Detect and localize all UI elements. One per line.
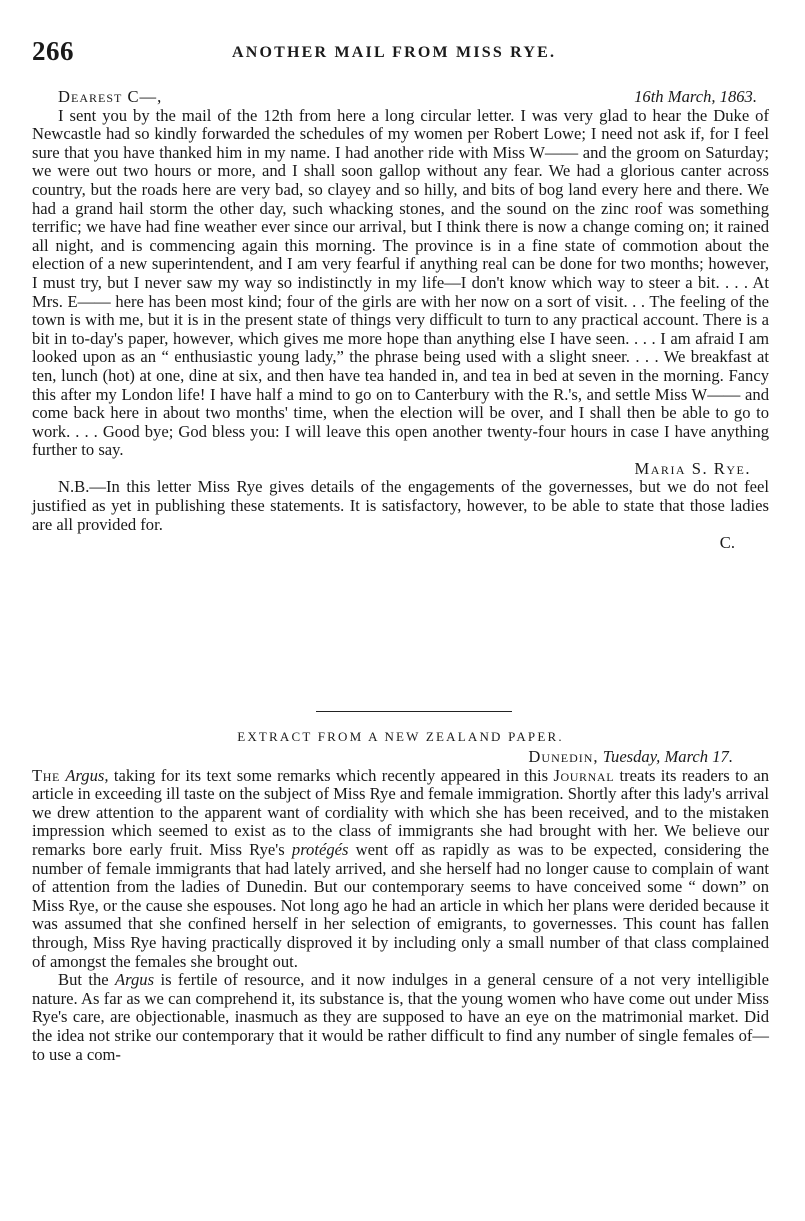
letter-signature: Maria S. Rye. bbox=[634, 458, 751, 478]
running-title: ANOTHER MAIL FROM MISS RYE. bbox=[232, 44, 557, 61]
letter-signature-line bbox=[32, 460, 769, 479]
extract-text-a: taking for its text some remarks which recently appeared in this bbox=[113, 765, 549, 785]
extract-p2-lead: But the bbox=[58, 970, 109, 990]
extract-paragraph-1 bbox=[32, 767, 769, 972]
newspaper-name-2: Argus bbox=[115, 970, 155, 990]
extract-p2-text: is fertile of resource, and it now indulges in a general censure of a not very intelligible nature. As far as we can comprehend it, its substance is, that the young women who have come out under Miss Rye's care, are objectionable, inasmuch as they are supposed to have an eye on the matrimonial market. Did the idea not strike our contemporary that it would be rather difficult to find any number of single females of—to use a com- bbox=[32, 970, 769, 1064]
extract-place: Dunedin, bbox=[528, 747, 599, 766]
editor-initial: C. bbox=[719, 533, 735, 553]
extract-text-b: treats its readers to an article in exceeding ill taste on the subject of Miss Rye and female immigration. Shortly after this lady's arrival we drew attention to the apparent want of cordiality with which she has been received, and to the mistaken impression which seemed to exist as to the class of immigrants she had brought with her. We believe our remarks bore early fruit. Miss Rye's bbox=[32, 765, 770, 859]
extract-lead-word: The bbox=[32, 765, 60, 785]
extract-day: Tuesday, March 17. bbox=[602, 747, 733, 766]
extract-paragraph-2 bbox=[32, 971, 769, 1064]
page-number: 266 bbox=[32, 36, 74, 66]
extract-dateline bbox=[32, 748, 769, 767]
letter-salutation: Dearest C—, bbox=[58, 87, 163, 106]
journal-name: Journal bbox=[553, 765, 615, 785]
section-divider bbox=[316, 711, 512, 712]
letter-heading bbox=[32, 88, 769, 107]
proteges-word: protégés bbox=[291, 839, 349, 859]
extract-text-c: went off as rapidly as was to be expected, considering the number of female immigrants that had lately arrived, and she herself had no longer cause to complain of want of attention from the ladies of Dunedin. But our contemporary seems to have conceived some “ down” on Miss Rye, or the cause she espouses. Not long ago he had an article in which her plans were derided because it was assumed that she confined herself in her selection of emigrants, to governesses. This count has fallen through, Miss Rye having practically disproved it by including only a small number of that class complained of amongst the females she brought out. bbox=[32, 839, 769, 971]
editor-note: N.B.—In this letter Miss Rye gives details of the engagements of the governesses, but we do not feel justified as yet in publishing these statements. It is satisfactory, however, to be able to state that those ladies are all provided for. bbox=[32, 477, 769, 534]
editor-note-end bbox=[32, 534, 769, 553]
page-header bbox=[32, 36, 787, 72]
newspaper-name: Argus, bbox=[65, 765, 109, 785]
extract-section bbox=[32, 728, 769, 1064]
letter-body: I sent you by the mail of the 12th from here a long circular letter. I was very glad to hear the Duke of Newcastle had so kindly forwarded the schedules of my women per Robert Lowe; I need not ask if, for I feel sure that you have thanked him in my name. I had another ride with Miss W—— and the groom on Saturday; we were out two hours or more, and I shall soon gallop without any fear. We had a glorious canter across country, but the roads here are very bad, so clayey and so hilly, and bits of bog land every here and there. We had a grand hail storm the other day, such whacking stones, and the sound on the zinc roof was something terrific; we have had fine weather ever since our arrival, but I think there is now a change coming on; it rained all night, and is commencing again this morning. The province is in a fine state of commotion about the election of a new superintendent, and I am very fearful if anything real can be done for two months; however, I must try, but I never saw my way so indistinctly in my life—I don't know which way to steer a bit. . . . At Mrs. E—— here has been most kind; four of the girls are with her now on a sort of visit. . . The feeling of the town is with me, but it is in the present state of things very difficult to turn to any practical account. There is a bit in to-day's paper, however, which gives me more hope than anything else I have seen. . . . I am afraid I am looked upon as an “ enthusiastic young lady,” the phrase being used with a slight sneer. . . . We breakfast at ten, lunch (hot) at one, dine at six, and then have tea handed in, and tea in bed at seven in the morning. Fancy this after my London life! I have half a mind to go on to Canterbury with the R.'s, and settle Miss W—— and come back here in about two months' time, when the election will be over, and I shall then be able to go to work. . . . Good bye; God bless you: I will leave this open another twenty-four hours in case I have anything further to say. bbox=[32, 105, 769, 460]
letter-section bbox=[32, 88, 769, 553]
extract-title: EXTRACT FROM A NEW ZEALAND PAPER. bbox=[237, 729, 564, 744]
letter-dateline: 16th March, 1863. bbox=[634, 87, 757, 106]
